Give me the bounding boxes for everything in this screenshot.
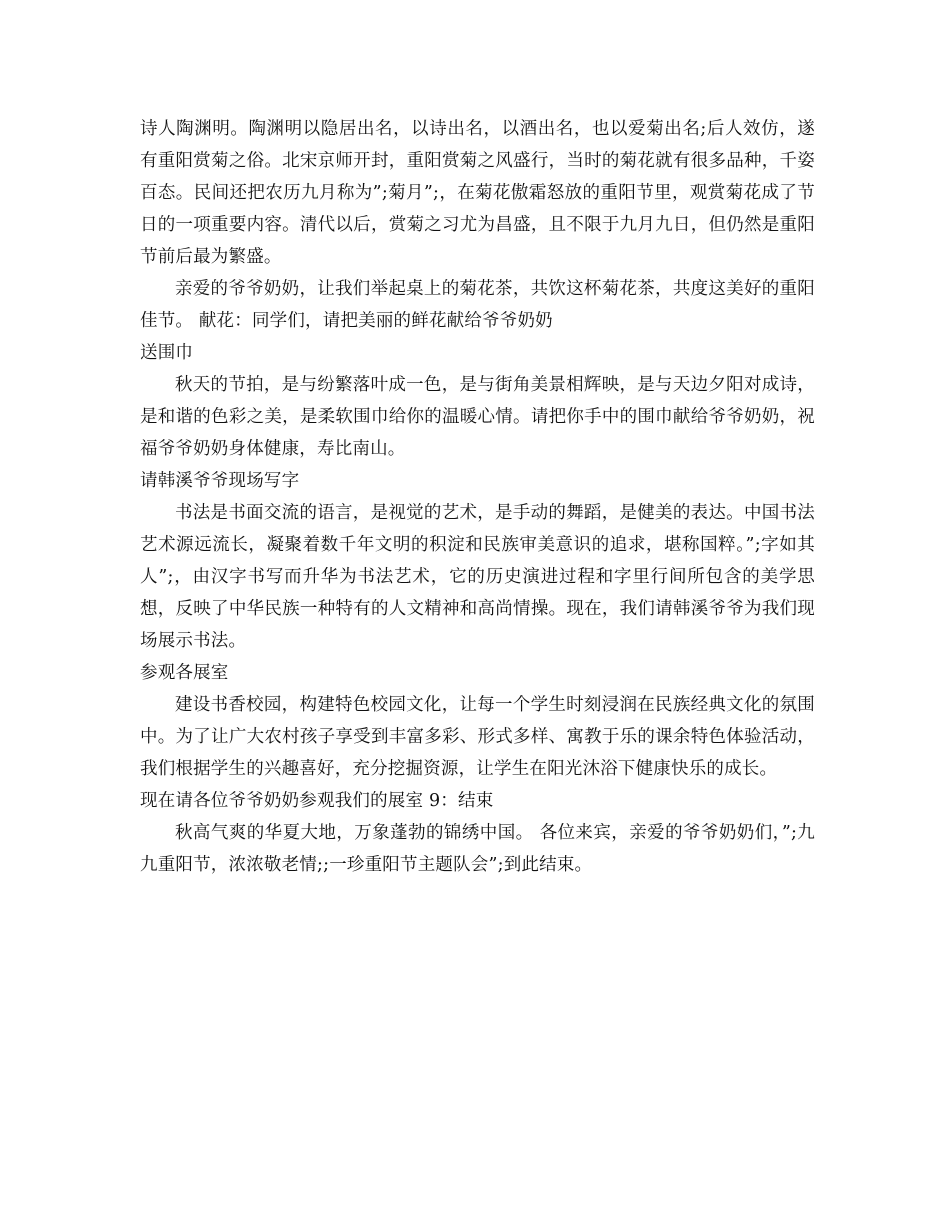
paragraph-exhibition: 建设书香校园，构建特色校园文化，让每一个学生时刻浸润在民族经典文化的氛围中。为了让广大农村孩子享受到丰富多彩、形式多样、寓教于乐的课余特色体验活动，我们根据学生的兴趣喜好，充分挖掘资源，让学生在阳光沐浴下健康快乐的成长。 [140, 695, 815, 779]
paragraph-chrysanthemum-tea: 亲爱的爷爷奶奶，让我们举起桌上的菊花茶，共饮这杯菊花茶，共度这美好的重阳佳节。 献花：同学们，请把美丽的鲜花献给爷爷奶奶 [140, 279, 815, 331]
paragraph-scarf: 秋天的节拍，是与纷繁落叶成一色，是与街角美景相辉映，是与天边夕阳对成诗，是和谐的色彩之美，是柔软围巾给你的温暖心情。请把你手中的围巾献给爷爷奶奶，祝福爷爷奶奶身体健康，寿比南山。 [140, 375, 815, 459]
section-heading-visit-end: 现在请各位爷爷奶奶参观我们的展室 9：结束 [140, 791, 494, 811]
paragraph-closing: 秋高气爽的华夏大地，万象蓬勃的锦绣中国。 各位来宾，亲爱的爷爷奶奶们，”;九九重阳节，浓浓敬老情;;一珍重阳节主题队会”;到此结束。 [140, 823, 815, 875]
section-heading-scarf: 送围巾 [140, 343, 194, 363]
paragraph-chrysanthemum-history: 诗人陶渊明。陶渊明以隐居出名，以诗出名，以酒出名，也以爱菊出名;后人效仿，遂有重阳赏菊之俗。北宋京师开封，重阳赏菊之风盛行，当时的菊花就有很多品种，千姿百态。民间还把农历九月称为”;菊月”;，在菊花傲霜怒放的重阳节里，观赏菊花成了节日的一项重要内容。清代以后，赏菊之习尤为昌盛，且不限于九月九日，但仍然是重阳节前后最为繁盛。 [140, 119, 815, 267]
section-heading-calligraphy: 请韩溪爷爷现场写字 [140, 471, 300, 491]
document-body [140, 113, 815, 881]
section-heading-exhibition: 参观各展室 [140, 663, 229, 683]
paragraph-calligraphy: 书法是书面交流的语言，是视觉的艺术，是手动的舞蹈，是健美的表达。中国书法艺术源远流长，凝聚着数千年文明的积淀和民族审美意识的追求，堪称国粹。”;字如其人”;，由汉字书写而升华为书法艺术，它的历史演进过程和字里行间所包含的美学思想，反映了中华民族一种特有的人文精神和高尚情操。现在，我们请韩溪爷爷为我们现场展示书法。 [140, 503, 815, 651]
